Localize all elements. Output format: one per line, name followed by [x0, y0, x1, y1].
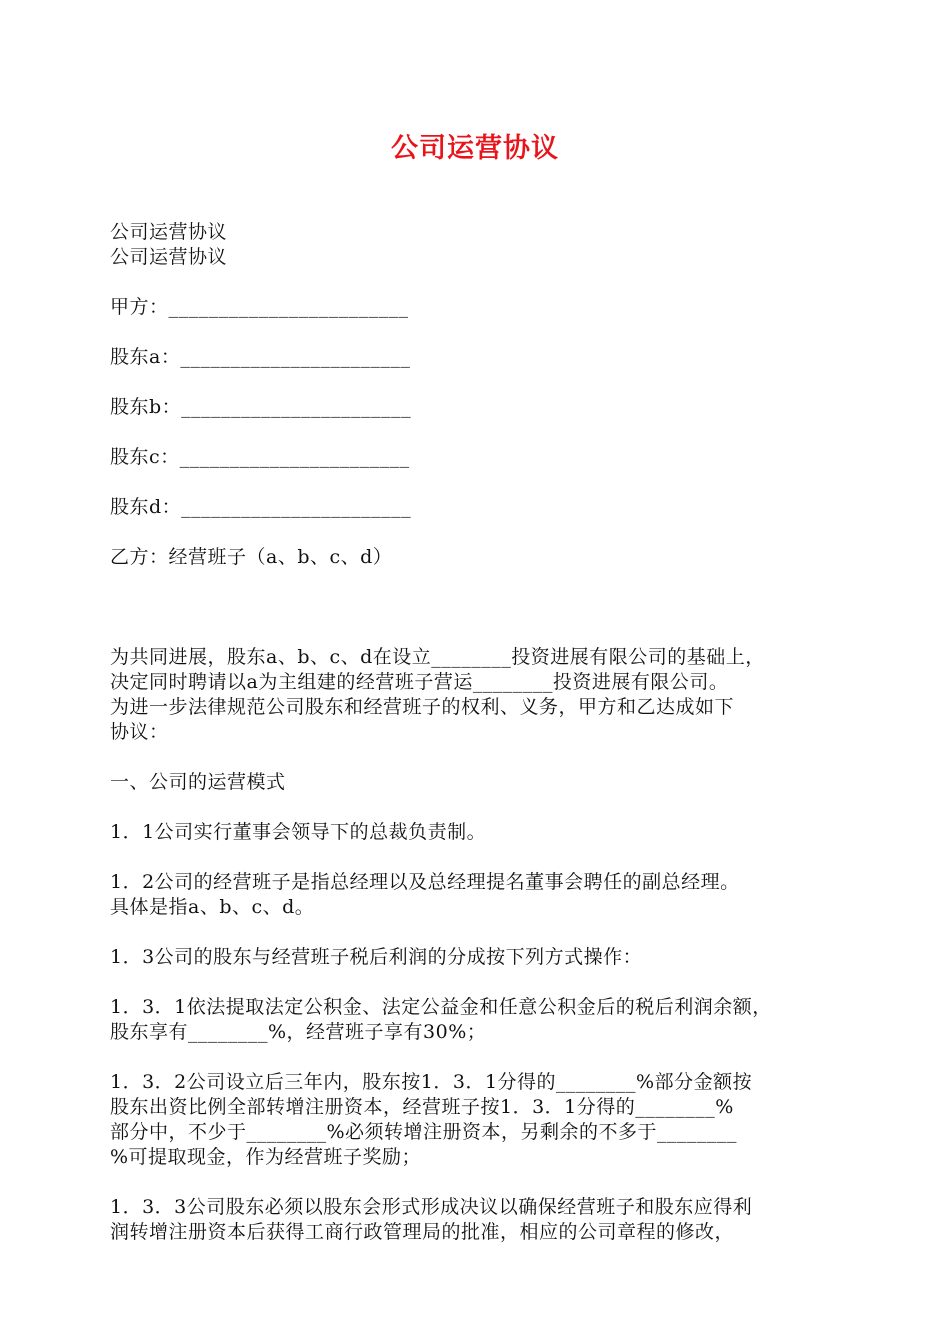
section-heading: 一、公司的运营模式: [110, 771, 286, 793]
clause-1-3-2-line: %可提取现金，作为经营班子奖励；: [110, 1146, 422, 1168]
fill-blank: _______________________: [181, 396, 412, 418]
shareholder-a-line: [110, 345, 410, 370]
clause-1-3-3-line: 1．3．3公司股东必须以股东会形式形成决议以确保经营班子和股东应得利: [110, 1196, 753, 1218]
party-label: 股东b：: [110, 396, 182, 418]
fill-blank: _______________________: [181, 496, 412, 518]
document-title: 公司运营协议: [391, 133, 559, 164]
party-label: 股东a：: [110, 346, 181, 368]
clause-1-3-3-line: 润转增注册资本后获得工商行政管理局的批准，相应的公司章程的修改，: [110, 1221, 735, 1243]
clause-1-3: 1．3公司的股东与经营班子税后利润的分成按下列方式操作：: [110, 946, 643, 968]
shareholder-b-line: [110, 395, 411, 420]
clause-1-3-1-line: 1．3．1依法提取法定公积金、法定公益金和任意公积金后的税后利润余额，: [110, 996, 772, 1018]
intro-line: 为进一步法律规范公司股东和经营班子的权利、义务，甲方和乙达成如下: [110, 696, 735, 718]
intro-line: 协议：: [110, 721, 169, 743]
subtitle-line: 公司运营协议: [110, 221, 228, 243]
shareholder-c-line: [110, 445, 410, 470]
party-label: 甲方：: [110, 296, 169, 318]
fill-blank: ________________________: [168, 296, 409, 318]
subtitle-line: 公司运营协议: [110, 246, 228, 268]
clause-1-2-line: 具体是指a、b、c、d。: [110, 896, 315, 918]
party-label: 股东c：: [110, 446, 180, 468]
clause-1-3-1-line: 股东享有________%，经营班子享有30%；: [110, 1021, 487, 1043]
intro-line: 决定同时聘请以a为主组建的经营班子营运________投资进展有限公司。: [110, 671, 729, 693]
clause-1-3-2-line: 股东出资比例全部转增注册资本，经营班子按1．3．1分得的________%: [110, 1096, 734, 1118]
party-label: 股东d：: [110, 496, 182, 518]
intro-line: 为共同进展，股东a、b、c、d在设立________投资进展有限公司的基础上，: [110, 646, 765, 668]
party-a-line: [110, 295, 409, 320]
shareholder-d-line: [110, 495, 411, 520]
clause-1-2-line: 1．2公司的经营班子是指总经理以及总经理提名董事会聘任的副总经理。: [110, 871, 740, 893]
fill-blank: _______________________: [179, 446, 410, 468]
party-b-line: 乙方：经营班子（a、b、c、d）: [110, 546, 393, 568]
fill-blank: _______________________: [180, 346, 411, 368]
clause-1-1: 1．1公司实行董事会领导下的总裁负责制。: [110, 821, 487, 843]
clause-1-3-2-line: 部分中，不少于________%必须转增注册资本，另剩余的不多于________: [110, 1121, 738, 1143]
clause-1-3-2-line: 1．3．2公司设立后三年内，股东按1．3．1分得的________%部分金额按: [110, 1071, 753, 1093]
